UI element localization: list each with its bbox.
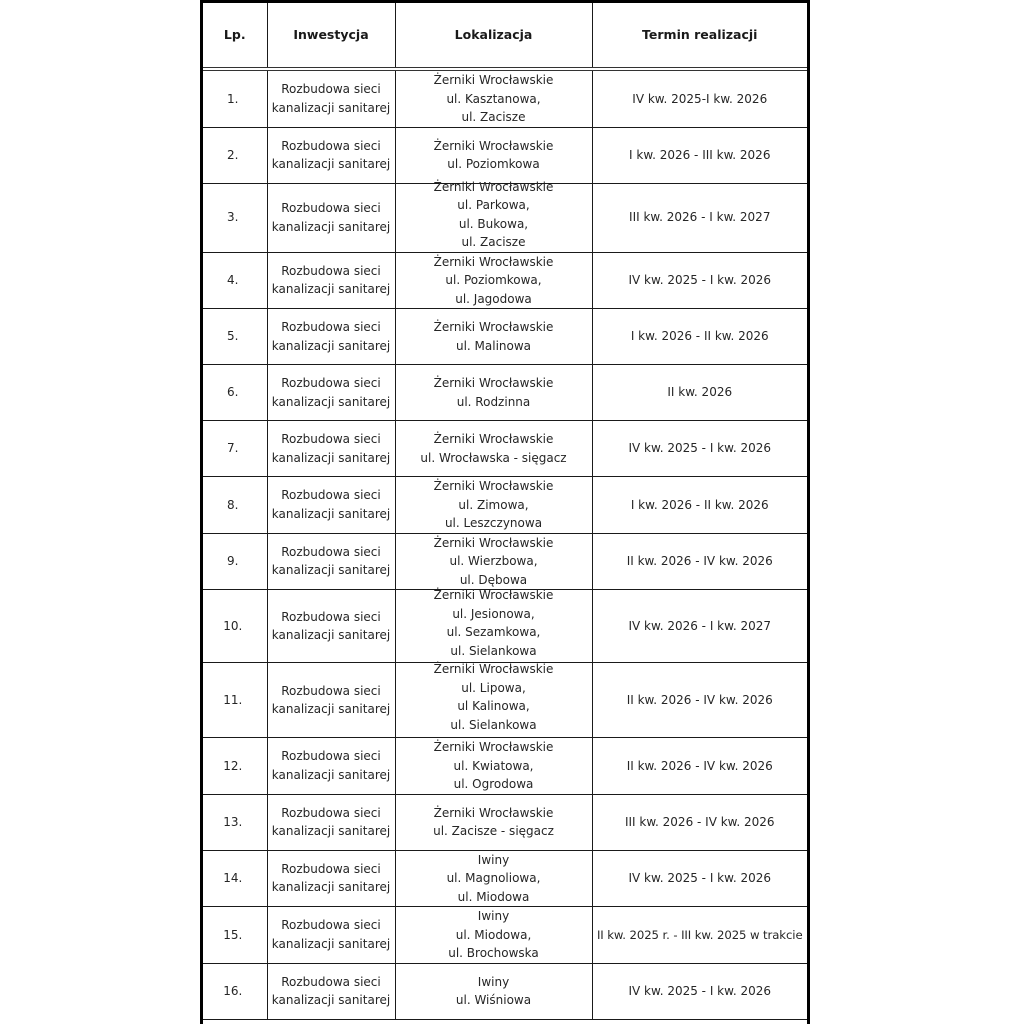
cell-location — [395, 850, 592, 907]
investment-line: kanalizacji sanitarej — [271, 219, 391, 234]
cell-term: IV kw. 2026 - I kw. 2027 — [592, 590, 807, 663]
cell-location — [395, 69, 592, 127]
location-line: Żerniki Wrocławskie — [433, 320, 554, 334]
investment-line: Rozbudowa sieci — [281, 861, 381, 876]
cell-location — [395, 533, 592, 590]
cell-investment — [267, 794, 395, 850]
cell-investment — [267, 421, 395, 477]
location-line: ul. Jesionowa, — [452, 606, 535, 621]
table-row — [203, 309, 807, 365]
investment-line: kanalizacji sanitarej — [271, 338, 391, 353]
investment-line: Rozbudowa sieci — [281, 918, 381, 933]
location-lines — [398, 430, 590, 467]
location-line: ul. Malinowa — [455, 338, 532, 353]
investment-line: kanalizacji sanitarej — [271, 993, 391, 1007]
cell-term: III kw. 2026 - I kw. 2027 — [592, 183, 807, 252]
location-lines — [398, 137, 590, 174]
location-line: Żerniki Wrocławskie — [433, 805, 554, 820]
investment-line: Rozbudowa sieci — [281, 82, 381, 97]
table-row — [203, 663, 807, 738]
table-row — [203, 738, 807, 795]
cell-location — [395, 179, 592, 252]
investment-line: kanalizacji sanitarej — [271, 767, 391, 782]
cell-location — [395, 794, 592, 850]
location-line: ul. Dębowa — [459, 572, 528, 587]
cell-term: II kw. 2026 — [592, 365, 807, 421]
location-line: Żerniki Wrocławskie — [433, 740, 554, 754]
location-line: ul. Zacisze — [461, 235, 526, 249]
cell-lp: 16. — [203, 963, 267, 1019]
investment-line: kanalizacji sanitarej — [271, 880, 391, 895]
table-row — [203, 69, 807, 127]
cell-investment — [267, 738, 395, 795]
location-line: Żerniki Wrocławskie — [433, 535, 554, 550]
cell-investment — [267, 127, 395, 183]
investment-line: Rozbudowa sieci — [281, 376, 381, 390]
investment-line: kanalizacji sanitarej — [271, 157, 391, 171]
cell-term: IV kw. 2025-I kw. 2026 — [592, 69, 807, 127]
location-lines — [398, 851, 590, 907]
location-line: ul. Kwiatowa, — [453, 758, 534, 773]
table-row — [203, 794, 807, 850]
cell-lp: 4. — [203, 252, 267, 309]
cell-lp: 14. — [203, 850, 267, 907]
location-lines — [398, 477, 590, 533]
location-line: ul. Magnoliowa, — [446, 871, 541, 885]
cell-location — [395, 590, 592, 663]
location-line: ul. Brochowska — [448, 946, 539, 960]
cell-term: II kw. 2026 - IV kw. 2026 — [592, 738, 807, 795]
cell-lp: 9. — [203, 533, 267, 590]
investment-line: Rozbudowa sieci — [281, 683, 381, 698]
cell-term: IV kw. 2025 - I kw. 2026 — [592, 850, 807, 907]
header-location: Lokalizacja — [395, 3, 592, 69]
cell-investment — [267, 850, 395, 907]
investment-table — [203, 3, 807, 1020]
cell-location — [395, 127, 592, 183]
cell-lp: 1. — [203, 69, 267, 127]
location-lines — [398, 907, 590, 963]
cell-investment — [267, 365, 395, 421]
location-line: ul. Bukowa, — [458, 216, 529, 231]
investment-line: Rozbudowa sieci — [281, 805, 381, 820]
investment-line: Rozbudowa sieci — [281, 974, 381, 989]
location-line: Żerniki Wrocławskie — [433, 376, 554, 390]
location-line: ul. Sielankowa — [450, 717, 537, 732]
cell-investment — [267, 963, 395, 1019]
cell-lp: 8. — [203, 477, 267, 534]
investment-line: Rozbudowa sieci — [281, 201, 381, 215]
cell-lp: 5. — [203, 309, 267, 365]
cell-investment — [267, 533, 395, 590]
location-lines — [398, 71, 590, 127]
investment-line: Rozbudowa sieci — [281, 138, 381, 153]
investment-line: Rozbudowa sieci — [281, 263, 381, 278]
investment-line: kanalizacji sanitarej — [271, 936, 391, 951]
table-row — [203, 252, 807, 309]
location-line: Iwiny — [477, 974, 510, 989]
location-lines — [396, 586, 592, 660]
investment-line: Rozbudowa sieci — [281, 320, 381, 334]
location-line: Żerniki Wrocławskie — [433, 179, 554, 194]
cell-investment — [267, 183, 395, 252]
location-line: ul. Wrocławska - sięgacz — [420, 450, 567, 465]
cell-location — [395, 365, 592, 421]
cell-lp: 15. — [203, 907, 267, 964]
investment-line: kanalizacji sanitarej — [271, 702, 391, 716]
table-row — [203, 590, 807, 663]
cell-lp: 7. — [203, 421, 267, 477]
location-line: ul. Poziomkowa, — [445, 273, 542, 287]
cell-investment — [267, 663, 395, 738]
cell-investment — [267, 69, 395, 127]
location-line: ul. Jagodowa — [455, 291, 532, 306]
location-line: ul. Leszczynowa — [444, 516, 543, 530]
cell-lp: 6. — [203, 365, 267, 421]
cell-location — [395, 309, 592, 365]
table-body — [203, 69, 807, 1019]
investment-line: kanalizacji sanitarej — [271, 628, 391, 642]
investment-line: kanalizacji sanitarej — [271, 282, 391, 297]
location-line: ul. Wiśniowa — [455, 993, 532, 1007]
cell-lp: 12. — [203, 738, 267, 795]
location-line: ul. Ogrodowa — [453, 777, 534, 791]
cell-location — [395, 738, 592, 795]
location-line: ul. Wierzbowa, — [449, 554, 538, 568]
location-line: ul. Zacisze - sięgacz — [433, 824, 554, 838]
cell-location — [395, 663, 592, 738]
location-lines — [398, 534, 590, 590]
table-row — [203, 421, 807, 477]
cell-term: IV kw. 2025 - I kw. 2026 — [592, 421, 807, 477]
cell-term: II kw. 2025 r. - III kw. 2025 w trakcie — [592, 907, 807, 964]
location-line: Żerniki Wrocławskie — [433, 662, 554, 676]
investment-line: Rozbudowa sieci — [281, 432, 381, 446]
investment-line: kanalizacji sanitarej — [271, 824, 391, 838]
table-row — [203, 907, 807, 964]
investment-line: Rozbudowa sieci — [281, 488, 381, 503]
location-line: ul Kalinowa, — [457, 699, 530, 713]
location-lines — [396, 660, 592, 734]
location-line: ul. Kasztanowa, — [446, 91, 541, 106]
cell-lp: 2. — [203, 127, 267, 183]
cell-lp: 10. — [203, 590, 267, 663]
investment-line: kanalizacji sanitarej — [271, 100, 391, 115]
cell-investment — [267, 252, 395, 309]
cell-investment — [267, 477, 395, 534]
location-line: ul. Miodowa, — [455, 927, 532, 942]
investment-table-page — [200, 0, 810, 1024]
location-line: Żerniki Wrocławskie — [433, 588, 554, 602]
location-line: Żerniki Wrocławskie — [433, 479, 554, 493]
location-line: ul. Poziomkowa — [447, 157, 540, 171]
investment-line: Rozbudowa sieci — [281, 609, 381, 624]
cell-term: I kw. 2026 - II kw. 2026 — [592, 477, 807, 534]
location-line: Żerniki Wrocławskie — [433, 73, 554, 87]
location-lines — [398, 738, 590, 794]
cell-investment — [267, 907, 395, 964]
cell-lp: 11. — [203, 663, 267, 738]
cell-term: IV kw. 2025 - I kw. 2026 — [592, 252, 807, 309]
cell-term: I kw. 2026 - III kw. 2026 — [592, 127, 807, 183]
investment-line: Rozbudowa sieci — [281, 544, 381, 559]
location-line: Żerniki Wrocławskie — [433, 138, 554, 153]
header-term: Termin realizacji — [592, 3, 807, 69]
table-row — [203, 183, 807, 252]
cell-term: II kw. 2026 - IV kw. 2026 — [592, 533, 807, 590]
location-line: ul. Parkowa, — [457, 198, 530, 212]
table-header-row — [203, 3, 807, 69]
location-line: ul. Sezamkowa, — [446, 625, 541, 639]
investment-line: Rozbudowa sieci — [281, 749, 381, 764]
cell-location — [395, 477, 592, 534]
table-row — [203, 127, 807, 183]
cell-location — [395, 421, 592, 477]
cell-investment — [267, 590, 395, 663]
location-lines — [398, 374, 590, 411]
location-line: ul. Zimowa, — [458, 497, 529, 512]
cell-lp: 13. — [203, 794, 267, 850]
investment-line: kanalizacji sanitarej — [271, 450, 391, 465]
table-row — [203, 533, 807, 590]
location-lines — [396, 178, 592, 252]
location-line: ul. Sielankowa — [450, 643, 537, 658]
header-investment: Inwestycja — [267, 3, 395, 69]
cell-lp: 3. — [203, 183, 267, 252]
location-line: ul. Lipowa, — [461, 680, 526, 695]
location-lines — [398, 804, 590, 841]
location-lines — [398, 318, 590, 355]
location-line: ul. Zacisze — [461, 110, 526, 124]
table-row — [203, 850, 807, 907]
table-row — [203, 365, 807, 421]
location-line: Żerniki Wrocławskie — [433, 254, 554, 269]
location-line: ul. Miodowa — [457, 889, 530, 904]
cell-location — [395, 907, 592, 964]
header-lp: Lp. — [203, 3, 267, 69]
cell-term: II kw. 2026 - IV kw. 2026 — [592, 663, 807, 738]
table-row — [203, 477, 807, 534]
location-line: Iwiny — [477, 909, 510, 923]
cell-term: I kw. 2026 - II kw. 2026 — [592, 309, 807, 365]
location-line: Iwiny — [477, 852, 510, 867]
location-lines — [398, 253, 590, 309]
investment-line: kanalizacji sanitarej — [271, 394, 391, 409]
location-line: Żerniki Wrocławskie — [433, 432, 554, 446]
cell-location — [395, 963, 592, 1019]
location-lines — [398, 973, 590, 1010]
cell-term: III kw. 2026 - IV kw. 2026 — [592, 794, 807, 850]
investment-line: kanalizacji sanitarej — [271, 506, 391, 521]
cell-term: IV kw. 2025 - I kw. 2026 — [592, 963, 807, 1019]
cell-investment — [267, 309, 395, 365]
table-row — [203, 963, 807, 1019]
cell-location — [395, 252, 592, 309]
investment-line: kanalizacji sanitarej — [271, 563, 391, 578]
location-line: ul. Rodzinna — [456, 394, 531, 409]
